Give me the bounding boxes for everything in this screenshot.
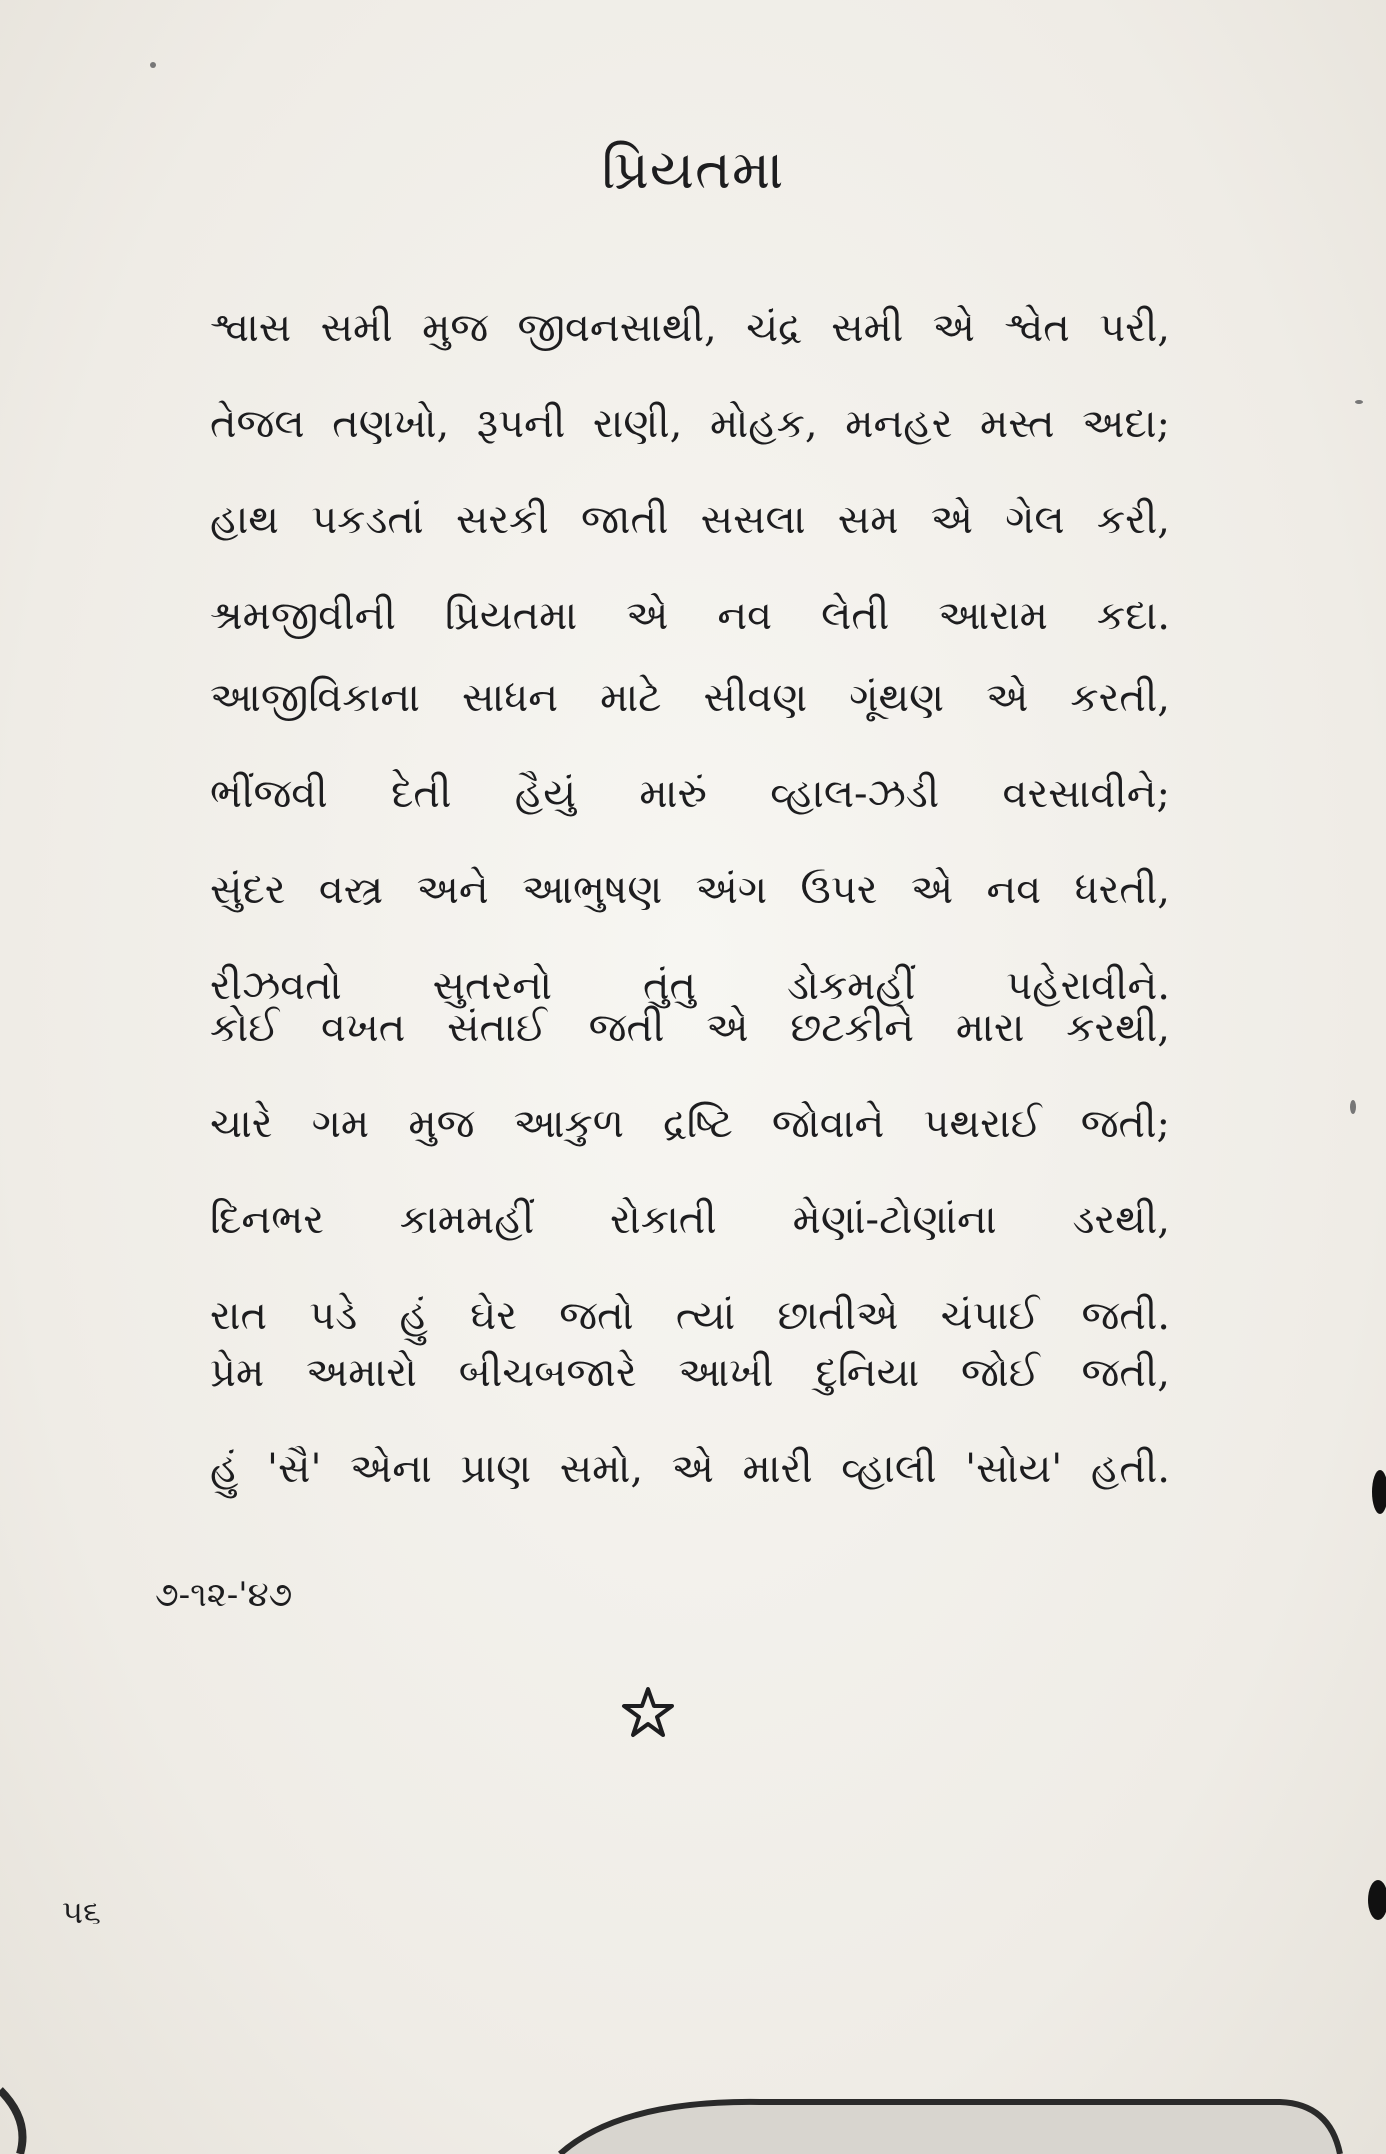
poem-title: પ્રિયતમા [601, 138, 785, 201]
poem-line: સુંદર વસ્ત્ર અને આભુષણ અંગ ઉપર એ નવ ધરતી, [210, 867, 1170, 913]
poem-line: આજીવિકાના સાધન માટે સીવણ ગૂંથણ એ કરતી, [210, 675, 1170, 721]
poem-line: તેજલ તણખો, રૂપની રાણી, મોહક, મનહર મસ્ત અદા; [210, 401, 1170, 447]
paper-speck [1355, 400, 1363, 404]
poem-line: રાત પડે હું ઘેર જતો ત્યાં છાતીએ ચંપાઈ જતી. [210, 1293, 1170, 1339]
edge-ink-mark [1368, 1880, 1386, 1920]
poem-line: શ્વાસ સમી મુજ જીવનસાથી, ચંદ્ર સમી એ શ્વેત પરી, [210, 305, 1170, 351]
stanza-1 [210, 280, 1170, 664]
poem-date: ૭-૧૨-'૪૭ [155, 1575, 293, 1615]
poem-line: હું 'સૈ' એના પ્રાણ સમો, એ મારી વ્હાલી 'સોય' હતી. [210, 1446, 1170, 1492]
stanza-3 [210, 980, 1170, 1364]
poem-line: શ્રમજીવીની પ્રિયતમા એ નવ લેતી આરામ કદા. [210, 593, 1170, 639]
poem-line: ભીંજવી દેતી હૈયું મારું વ્હાલ-ઝડી વરસાવીને; [210, 771, 1170, 817]
edge-ink-mark [1372, 1470, 1386, 1514]
poem-line: પ્રેમ અમારો બીચબજારે આખી દુનિયા જોઈ જતી, [210, 1350, 1170, 1396]
paper-speck [150, 62, 156, 68]
paper-speck [1350, 1100, 1356, 1114]
page-curl-edge [0, 2080, 1386, 2154]
poem-line: રીઝવતો સુતરનો તુંતુ ડોકમહીં પહેરાવીને. [210, 963, 1170, 1009]
stanza-2 [210, 650, 1170, 1034]
poem-line: ચારે ગમ મુજ આકુળ દ્રષ્ટિ જોવાને પથરાઈ જતી; [210, 1101, 1170, 1147]
poem-line: હાથ પકડતાં સરકી જાતી સસલા સમ એ ગેલ કરી, [210, 497, 1170, 543]
poem-line: કોઈ વખત સંતાઈ જતી એ છટકીને મારા કરથી, [210, 1005, 1170, 1051]
page-number: ૫૬ [62, 1893, 101, 1931]
poem-line: દિનભર કામમહીં રોકાતી મેણાં-ટોણાંના ડરથી, [210, 1197, 1170, 1243]
star-icon [620, 1685, 676, 1741]
stanza-4 [210, 1325, 1170, 1517]
